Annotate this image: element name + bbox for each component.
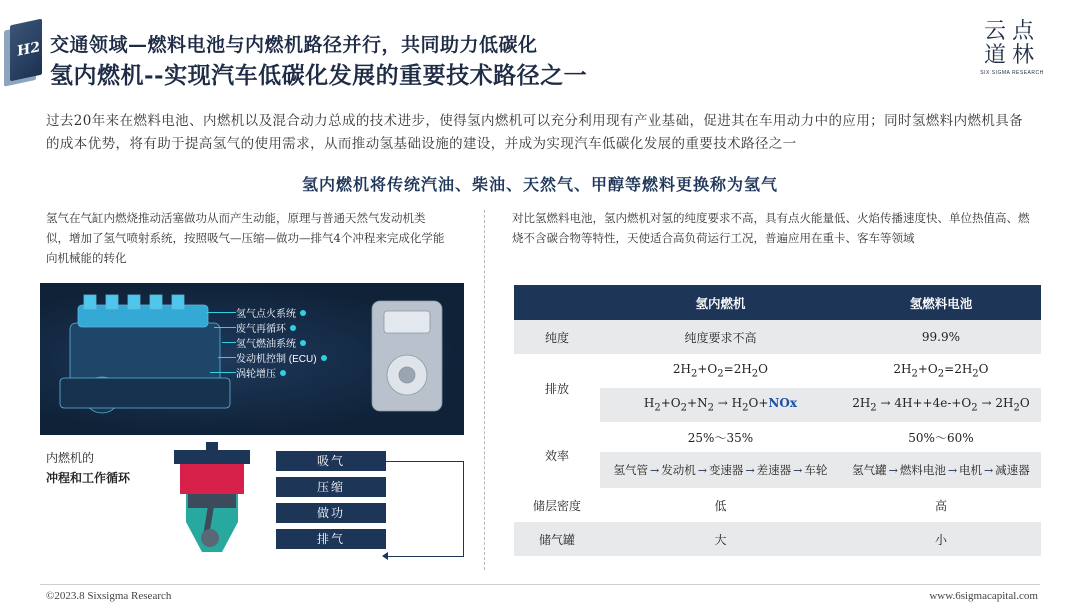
column-divider (484, 210, 485, 570)
dot-icon (300, 310, 306, 316)
dot-icon (321, 355, 327, 361)
engine-label-text: 氢气点火系统 (236, 309, 296, 320)
footer-divider (40, 584, 1040, 585)
step-intake: 吸气 (276, 451, 386, 471)
chain-item: 燃料电池 (899, 463, 946, 477)
arrow-icon: → (984, 463, 994, 477)
engine-label-text: 涡轮增压 (236, 369, 276, 380)
table-row (514, 488, 1041, 522)
cell-fc-purity: 99.9% (921, 330, 960, 344)
chain-item: 电机 (959, 463, 983, 477)
cell-ice-chain (600, 452, 841, 488)
dot-icon (300, 340, 306, 346)
row-label-density: 储层密度 (532, 498, 581, 513)
engine-illustration (40, 283, 464, 435)
engine-label (236, 335, 327, 350)
arrow-icon: → (880, 396, 891, 411)
page-subtitle: 交通领域—燃料电池与内燃机路径并行，共同助力低碳化 (50, 34, 538, 56)
logo-glyph: H2 (17, 39, 40, 60)
engine-label-text: 发动机控制 (ECU) (236, 354, 317, 365)
chain-item: 差速器 (756, 463, 792, 477)
piston-icon (166, 440, 258, 560)
brand-logo (0, 22, 44, 84)
cycle-loop-arrow (386, 461, 464, 557)
cell-ice-reaction: $2H_2+O_2=2H_2O$ (672, 362, 769, 380)
arrow-icon: → (697, 463, 707, 477)
brand-mark (980, 20, 1044, 76)
table-header-fuel-cell: 氢燃料电池 (841, 285, 1041, 320)
cell-ice-emission: $H_2+O_2+N_2 \to H_2O+NOx$ (600, 388, 841, 422)
footer-website: www.6sigmacapital.com (929, 590, 1038, 602)
arrow-icon: → (650, 463, 660, 477)
table-header-ice: 氢内燃机 (600, 285, 841, 320)
chain-item: 车轮 (804, 463, 828, 477)
arrow-icon: → (947, 463, 958, 477)
cell-fc-chain (841, 452, 1041, 488)
section-headline: 氢内燃机将传统汽油、柴油、天然气、甲醇等燃料更换称为氢气 (301, 175, 778, 194)
chain-item: 变速器 (708, 463, 744, 477)
principle-paragraph: 氢气在气缸内燃烧推动活塞做功从而产生动能，原理与普通天然气发动机类似，增加了氢气喷射系统，按照吸气—压缩—做功—排气4个冲程来完成化学能向机械能的转化 (46, 211, 445, 265)
arrow-icon: → (888, 463, 898, 477)
engine-label (236, 320, 327, 335)
cell-fc-efficiency: 50%～60% (908, 430, 974, 445)
cell-fc-reaction: $2H_2+O_2=2H_2O$ (893, 362, 989, 380)
table-row (514, 422, 1041, 452)
arrow-icon: → (981, 396, 992, 411)
engine-label-text: 废气再循环 (236, 324, 286, 335)
arrow-icon: → (793, 463, 803, 477)
table-header-row (514, 285, 1041, 320)
table-row (514, 354, 1041, 388)
chain-item: 氢气管 (613, 463, 648, 477)
chain-item: 减速器 (995, 463, 1030, 477)
engine-label (236, 305, 327, 320)
brand-english: SIX SIGMA RESEARCH (980, 70, 1044, 76)
engine-label (236, 350, 327, 365)
cycle-caption-line2: 冲程和工作循环 (46, 471, 131, 485)
cell-ice-efficiency: 25%～35% (687, 430, 754, 445)
step-power: 做功 (276, 503, 386, 523)
dot-icon (280, 370, 286, 376)
engine-label-text: 氢气燃油系统 (236, 339, 296, 350)
step-compression: 压缩 (276, 477, 386, 497)
cycle-caption (46, 448, 130, 488)
cycle-caption-line1: 内燃机的 (46, 451, 95, 465)
cell-ice-density: 低 (714, 498, 727, 513)
row-label-efficiency: 效率 (544, 448, 569, 463)
table-row (514, 522, 1041, 556)
intro-paragraph: 过去20年来在燃料电池、内燃机以及混合动力总成的技术进步，使得氢内燃机可以充分利用现有产业基础，促进其在车用动力中的应用；同时氢燃料内燃机具备的成本优势，将有助于提高氢气的使用需求，从而推动氢基础设施的建设，并成为实现汽车低碳化发展的重要技术路径之一 (46, 113, 1024, 152)
cell-ice-purity: 纯度要求不高 (684, 330, 757, 345)
chain-item: 发动机 (661, 463, 696, 477)
chain-item: 氢气罐 (852, 463, 887, 477)
brand-line1: 云点 (983, 19, 1040, 44)
table-header-empty (514, 285, 600, 320)
brand-line2: 道林 (983, 43, 1040, 68)
cell-ice-tank: 大 (714, 532, 727, 547)
stroke-steps (276, 451, 386, 555)
comparison-table (514, 285, 1041, 556)
step-exhaust: 排气 (276, 529, 386, 549)
dot-icon (290, 325, 296, 331)
page-title: 氢内燃机--实现汽车低碳化发展的重要技术路径之一 (50, 62, 588, 89)
row-label-emission: 排放 (544, 381, 569, 396)
cell-fc-tank: 小 (934, 532, 947, 547)
row-label-purity: 纯度 (544, 330, 569, 345)
arrow-icon: → (745, 463, 755, 477)
cell-fc-density: 高 (934, 498, 947, 513)
cell-fc-emission: $2H_2 \to 4H++4e-+O_2 \to 2H_2O$ (841, 388, 1041, 422)
table-row (514, 320, 1041, 354)
row-label-tank: 储气罐 (538, 532, 575, 547)
footer-copyright: ©2023.8 Sixsigma Research (46, 590, 172, 602)
hydrogen-cube-icon (10, 19, 42, 82)
engine-callouts (236, 305, 327, 380)
arrow-icon: → (717, 396, 728, 411)
engine-label (236, 365, 327, 380)
comparison-paragraph: 对比氢燃料电池，氢内燃机对氢的纯度要求不高，具有点火能量低、火焰传播速度快、单位热值高、燃烧不含碳合物等特性，天使适合高负荷运行工况，普遍应用在重卡、客车等领域 (512, 211, 1030, 245)
